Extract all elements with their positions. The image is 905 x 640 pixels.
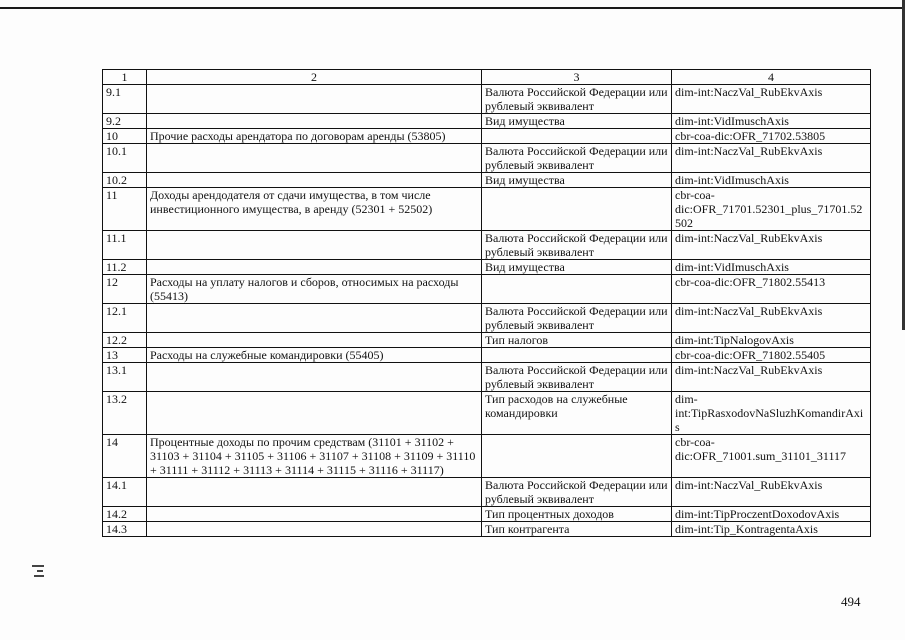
row-dimension: Вид имущества [482, 173, 672, 188]
column-header: 4 [672, 70, 871, 85]
table-row [103, 333, 871, 348]
row-code: dim-int:VidImuschAxis [672, 173, 871, 188]
row-code: dim-int:TipNalogovAxis [672, 333, 871, 348]
scan-edge-top [0, 7, 905, 9]
row-code: dim-int:VidImuschAxis [672, 260, 871, 275]
table-row [103, 231, 871, 260]
row-code: dim-int:Tip_KontragentaAxis [672, 522, 871, 537]
document-table [102, 69, 871, 537]
row-description [147, 522, 482, 537]
table-row [103, 392, 871, 435]
column-header: 2 [147, 70, 482, 85]
table-row [103, 435, 871, 478]
row-dimension: Тип расходов на служебные командировки [482, 392, 672, 435]
row-description [147, 144, 482, 173]
row-description [147, 260, 482, 275]
row-dimension: Валюта Российской Федерации или рублевый эквивалент [482, 231, 672, 260]
row-number: 13.2 [103, 392, 147, 435]
table-row [103, 260, 871, 275]
row-description [147, 392, 482, 435]
table-row [103, 348, 871, 363]
row-number: 10.1 [103, 144, 147, 173]
row-number: 13.1 [103, 363, 147, 392]
row-description [147, 114, 482, 129]
row-dimension: Валюта Российской Федерации или рублевый эквивалент [482, 85, 672, 114]
table-row [103, 188, 871, 231]
table-row [103, 173, 871, 188]
row-dimension: Валюта Российской Федерации или рублевый эквивалент [482, 363, 672, 392]
row-code: dim-int:TipProczentDoxodovAxis [672, 507, 871, 522]
row-description [147, 173, 482, 188]
row-number: 14.2 [103, 507, 147, 522]
row-number: 14.3 [103, 522, 147, 537]
row-dimension [482, 275, 672, 304]
row-number: 12 [103, 275, 147, 304]
table-row [103, 522, 871, 537]
row-description [147, 333, 482, 348]
row-number: 9.1 [103, 85, 147, 114]
page-number: 494 [841, 594, 861, 609]
row-code: dim-int:TipRasxodovNaSluzhKomandirAxis [672, 392, 871, 435]
row-description: Доходы арендодателя от сдачи имущества, в том числе инвестиционного имущества, в аренду (52301 + 52502) [147, 188, 482, 231]
table-row [103, 144, 871, 173]
row-description [147, 507, 482, 522]
row-description [147, 304, 482, 333]
row-description: Расходы на служебные командировки (55405) [147, 348, 482, 363]
row-code: cbr-coa-dic:OFR_71001.sum_31101_31117 [672, 435, 871, 478]
row-dimension [482, 435, 672, 478]
row-code: cbr-coa-dic:OFR_71701.52301_plus_71701.52502 [672, 188, 871, 231]
table-row [103, 85, 871, 114]
margin-marks [32, 562, 48, 592]
row-number: 11.1 [103, 231, 147, 260]
row-description [147, 231, 482, 260]
row-description [147, 363, 482, 392]
row-number: 12.1 [103, 304, 147, 333]
row-description: Процентные доходы по прочим средствам (31101 + 31102 + 31103 + 31104 + 31105 + 31106 + 31107 + 31108 + 31109 + 31110 + 31111 + 31112 + 31113 + 31114 + 31115 + 31116 + 31117) [147, 435, 482, 478]
table-row [103, 363, 871, 392]
column-header: 1 [103, 70, 147, 85]
row-dimension [482, 129, 672, 144]
row-code: dim-int:NaczVal_RubEkvAxis [672, 478, 871, 507]
row-dimension: Вид имущества [482, 260, 672, 275]
table-body [103, 85, 871, 537]
row-dimension: Валюта Российской Федерации или рублевый эквивалент [482, 144, 672, 173]
row-number: 11.2 [103, 260, 147, 275]
table-header-row [103, 70, 871, 85]
row-number: 14.1 [103, 478, 147, 507]
row-dimension: Валюта Российской Федерации или рублевый эквивалент [482, 304, 672, 333]
row-code: dim-int:NaczVal_RubEkvAxis [672, 144, 871, 173]
row-dimension [482, 348, 672, 363]
table-row [103, 478, 871, 507]
column-header: 3 [482, 70, 672, 85]
row-dimension: Вид имущества [482, 114, 672, 129]
row-code: cbr-coa-dic:OFR_71702.53805 [672, 129, 871, 144]
table-row [103, 507, 871, 522]
row-dimension: Валюта Российской Федерации или рублевый эквивалент [482, 478, 672, 507]
row-dimension: Тип процентных доходов [482, 507, 672, 522]
row-number: 14 [103, 435, 147, 478]
row-code: dim-int:NaczVal_RubEkvAxis [672, 363, 871, 392]
row-number: 12.2 [103, 333, 147, 348]
row-description: Прочие расходы арендатора по договорам аренды (53805) [147, 129, 482, 144]
row-number: 10 [103, 129, 147, 144]
row-code: cbr-coa-dic:OFR_71802.55413 [672, 275, 871, 304]
row-code: dim-int:NaczVal_RubEkvAxis [672, 304, 871, 333]
row-number: 9.2 [103, 114, 147, 129]
row-dimension: Тип контрагента [482, 522, 672, 537]
table-row [103, 275, 871, 304]
row-description [147, 478, 482, 507]
row-code: cbr-coa-dic:OFR_71802.55405 [672, 348, 871, 363]
row-dimension: Тип налогов [482, 333, 672, 348]
table-row [103, 114, 871, 129]
table-row [103, 129, 871, 144]
row-description [147, 85, 482, 114]
table-row [103, 304, 871, 333]
row-description: Расходы на уплату налогов и сборов, относимых на расходы (55413) [147, 275, 482, 304]
row-code: dim-int:NaczVal_RubEkvAxis [672, 231, 871, 260]
row-code: dim-int:NaczVal_RubEkvAxis [672, 85, 871, 114]
row-code: dim-int:VidImuschAxis [672, 114, 871, 129]
row-number: 13 [103, 348, 147, 363]
row-number: 10.2 [103, 173, 147, 188]
row-dimension [482, 188, 672, 231]
row-number: 11 [103, 188, 147, 231]
